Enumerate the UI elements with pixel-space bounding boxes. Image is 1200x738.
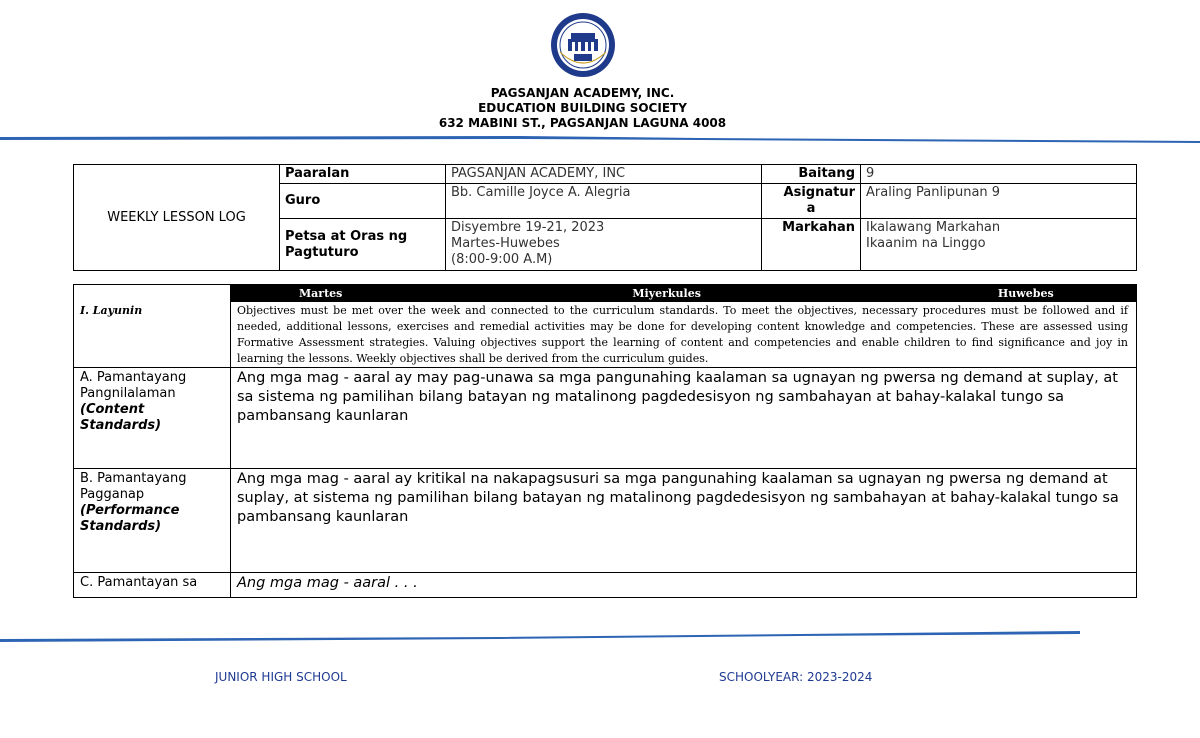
days-header — [231, 285, 1137, 302]
asignatura-label-line1: Asignatur — [783, 185, 855, 200]
day-huwebes: Huwebes — [997, 286, 1054, 300]
footer-school-year: SCHOOLYEAR: 2023-2024 — [719, 670, 873, 684]
markahan-label: Markahan — [762, 219, 861, 271]
guro-label: Guro — [280, 184, 446, 219]
school-header — [0, 86, 1165, 131]
layunin-label: I. Layunin — [74, 285, 231, 368]
petsa-label-line2: Pagtuturo — [285, 244, 359, 260]
weekly-lesson-log-title: WEEKLY LESSON LOG — [74, 165, 280, 271]
day-martes: Martes — [299, 286, 343, 300]
footer-rule — [0, 628, 1090, 644]
content-standards-text: Ang mga mag - aaral ay may pag-unawa sa mga pangunahing kaalaman sa ugnayan ng pwersa ng demand at suplay, at sa sistema ng pamilihan bilang batayan ng matalinong pagdedesisyon ng sambahayan at bahay-kalakal tungo sa pambansang kaunlaran — [231, 368, 1137, 469]
asignatura-label — [762, 184, 861, 219]
footer-junior-high: JUNIOR HIGH SCHOOL — [215, 670, 347, 684]
competency-text: Ang mga mag - aaral . . . — [231, 573, 1137, 598]
lesson-log-info-table — [73, 164, 1137, 271]
baitang-label: Baitang — [762, 165, 861, 184]
petsa-label-line1: Petsa at Oras ng — [285, 228, 408, 244]
markahan-week: Ikaanim na Linggo — [866, 236, 986, 251]
school-seal-logo — [550, 12, 616, 78]
performance-standards-label-line4: Standards) — [80, 519, 162, 534]
performance-standards-label — [74, 469, 231, 573]
markahan-quarter: Ikalawang Markahan — [866, 220, 1001, 235]
performance-standards-label-line3: (Performance — [80, 503, 180, 518]
petsa-days: Martes-Huwebes — [451, 236, 560, 251]
asignatura-value: Araling Panlipunan 9 — [861, 184, 1137, 219]
markahan-value — [861, 219, 1137, 271]
petsa-date: Disyembre 19-21, 2023 — [451, 220, 605, 235]
day-miyerkules: Miyerkules — [632, 286, 701, 300]
performance-standards-label-line2: Pagganap — [80, 487, 145, 502]
competency-label: C. Pamantayan sa — [74, 573, 231, 598]
paaralan-label: Paaralan — [280, 165, 446, 184]
lesson-plan-table — [73, 284, 1137, 598]
content-standards-label-line3: (Content — [80, 402, 145, 417]
school-society: EDUCATION BUILDING SOCIETY — [478, 101, 687, 115]
asignatura-label-line2: a — [806, 201, 816, 216]
petsa-value — [446, 219, 762, 271]
school-address: 632 MABINI ST., PAGSANJAN LAGUNA 4008 — [438, 116, 727, 130]
paaralan-value: PAGSANJAN ACADEMY, INC — [446, 165, 762, 184]
performance-standards-label-line1: B. Pamantayang — [80, 471, 187, 486]
header-rule — [0, 133, 1200, 145]
content-standards-label-line4: Standards) — [80, 418, 162, 433]
petsa-label — [280, 219, 446, 271]
content-standards-label-line2: Pangnilalaman — [80, 386, 176, 401]
performance-standards-text: Ang mga mag - aaral ay kritikal na nakapagsusuri sa mga pangunahing kaalaman sa ugnayan ng pwersa ng demand at suplay, at sistema ng pamilihan bilang batayan ng matalinong pagdedesisyon ng sambahayan at bahay-kalakal tungo sa pambansang kaunlaran — [231, 469, 1137, 573]
school-name: PAGSANJAN ACADEMY, INC. — [490, 86, 675, 100]
objectives-text: Objectives must be met over the week and connected to the curriculum standards. To meet the objectives, necessary procedures must be followed and if needed, additional lessons, exercises and remedial activities may be done for developing content knowledge and competencies. These are assessed using Formative Assessment strategies. Valuing objectives support the learning of content and competencies and enable children to find significance and joy in learning the lessons. Weekly objectives shall be derived from the curriculum guides. — [231, 302, 1137, 368]
baitang-value: 9 — [861, 165, 1137, 184]
petsa-time: (8:00-9:00 A.M) — [451, 252, 553, 267]
content-standards-label-line1: A. Pamantayang — [80, 370, 187, 385]
content-standards-label — [74, 368, 231, 469]
guro-value: Bb. Camille Joyce A. Alegria — [446, 184, 762, 219]
